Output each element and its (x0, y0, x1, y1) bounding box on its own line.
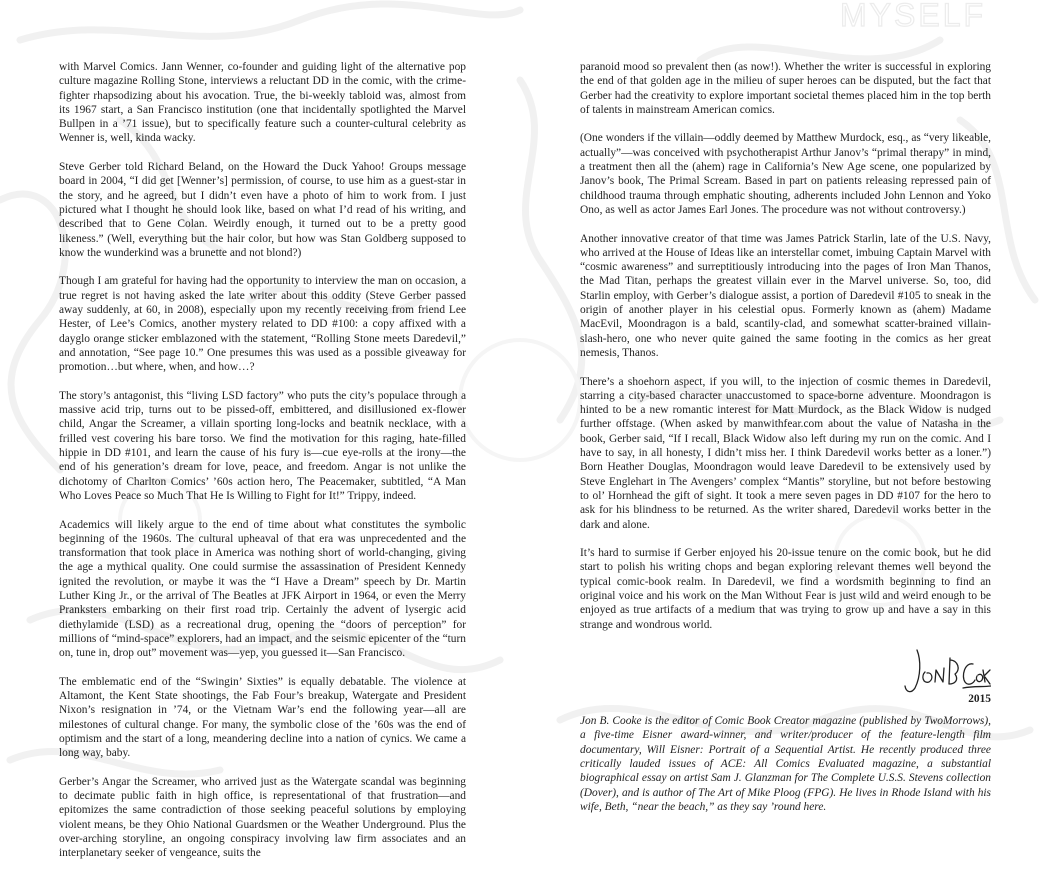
paragraph: Gerber’s Angar the Screamer, who arrived just as the Watergate scandal was beginning to decimate public faith in high office, is representational of that frustration—and epitomizes the same contradiction of those seeking peaceful solutions by employing violent means, be they Ohio National Guardsmen or the Weather Underground. Plus the over-arching storyline, an ongoing conspiracy involving law firm associates and an interplanetary seeker of vengeance, suits the (59, 775, 466, 860)
left-column (59, 60, 466, 875)
paragraph: The emblematic end of the “Swingin’ Sixties” is equally debatable. The violence at Altamont, the Kent State shootings, the Fab Four’s breakup, Watergate and President Nixon’s resignation in ’74, or the Vietnam War’s end the following year—all are milestones of cultural change. For many, the symbolic close of the ’60s was the end of optimism and the start of a long, meandering decline into a nation of cynics. We came a long way, baby. (59, 675, 466, 760)
right-column (580, 60, 991, 814)
paragraph: Academics will likely argue to the end of time about what constitutes the symbolic beginning of the 1960s. The cultural upheaval of that era was unprecedented and the transformation that took place in America was nothing short of world-changing, giving the age a mythical quality. One could surmise the assassination of President Kennedy ignited the revolution, or maybe it was the “I Have a Dream” speech by Dr. Martin Luther King Jr., or the arrival of The Beatles at JFK Airport in 1964, or even the Merry Pranksters embarking on their first road trip. Certainly the advent of lysergic acid diethylamide (LSD) as a recreational drug, opening the “doors of perception” for millions of “mind-space” explorers, had an impact, and the seismic epicenter of the “turn on, tune in, drop out” movement was—yep, you guessed it—San Francisco. (59, 518, 466, 660)
author-bio: Jon B. Cooke is the editor of Comic Book Creator magazine (published by TwoMorrows), a five-time Eisner award-winner, and writer/producer of the feature-length film documentary, Will Eisner: Portrait of a Sequential Artist. He recently produced three critically lauded issues of ACE: All Comics Evaluated magazine, a substantial biographical essay on artist Sam J. Glanzman for The Complete U.S.S. Stevens collection (Dover), and is author of The Art of Mike Ploog (FPG). He lives in Rhode Island with his wife, Beth, “near the beach,” as they say ’round here. (580, 715, 991, 813)
paragraph: Though I am grateful for having had the opportunity to interview the man on occasion, a true regret is not having asked the late writer about this oddity (Steve Gerber passed away suddenly, at 60, in 2008), especially upon my recently receiving from friend Lee Hester, of Lee’s Comics, another mystery related to DD #100: a copy affixed with a dayglo orange sticker emblazoned with the statement, “Rolling Stone meets Daredevil,” and annotation, “See page 10.” One presumes this was used as a possible giveaway for promotion…but where, when, and how…? (59, 275, 466, 374)
watermark-text: MYSELF (840, 0, 987, 33)
paragraph: There’s a shoehorn aspect, if you will, to the injection of cosmic themes in Daredevil, starring a city-based character unaccustomed to space-borne adventure. Moondragon is hinted to be a new romantic interest for Matt Murdock, as the Black Widow is nudged further offstage. (When asked by manwithfear.com about the value of Natasha in the book, Gerber said, “If I recall, Black Widow also left during my run on the comic. And I have to say, in all honesty, I didn’t miss her. I think Daredevil works better as a loner.”) Born Heather Douglas, Moondragon would leave Daredevil to be extensively used by Steve Englehart in The Avengers’ complex “Mantis” storyline, but not before bestowing to ol’ Hornhead the gift of sight. It took a mere seven pages in DD #107 for the hero to ask for his blindness to be returned. As the writer shared, Daredevil works better in the dark and alone. (580, 375, 991, 531)
handwritten-signature (903, 646, 991, 698)
paragraph: Steve Gerber told Richard Beland, on the Howard the Duck Yahoo! Groups message board in 2004, “I did get [Wenner’s] permission, of course, to use him as a guest-star in the story, and he agreed, but I didn’t even have a photo of him to work from. I just pictured what I thought he should look like, based on what I’d read of his writing, and described that to Gene Colan. Weirdly enough, it turned out to be a pretty good likeness.” (Well, everything but the hair color, but how was Stan Goldberg supposed to know the wunderkind was a brunette and not blond?) (59, 161, 466, 259)
paragraph: paranoid mood so prevalent then (as now!). Whether the writer is successful in exploring the end of that golden age in the milieu of super heroes can be disputed, but the fact that Gerber had the creativity to explore important societal themes placed him in the top berth of talents in mainstream American comics. (580, 61, 991, 116)
paragraph: with Marvel Comics. Jann Wenner, co-founder and guiding light of the alternative pop culture magazine Rolling Stone, interviews a reluctant DD in the comic, with the crime-fighter rhapsodizing about his avocation. True, the bi-weekly tabloid was, almost from its 1967 start, a San Francisco institution (one that incidentally spotlighted the Marvel Bullpen in a ’71 issue), but to specifically feature such a counter-cultural celebrity as Wenner is, well, kinda wacky. (59, 61, 466, 145)
paragraph: Another innovative creator of that time was James Patrick Starlin, late of the U.S. Navy, who arrived at the House of Ideas like an interstellar comet, imbuing Captain Marvel with “cosmic awareness” and surreptitiously introducing into the pages of Iron Man Thanos, the Mad Titan, perhaps the greatest villain ever in the Marvel universe. So, too, did Starlin employ, with Gerber’s dialogue assist, a portion of Daredevil #105 to sneak in the origin of another player in his celestial opus. Formerly known as (ahem) Madame MacEvil, Moondragon is a bald, scantily-clad, and somewhat scatter-brained villain-slash-hero, one who never quite gained the same footing in the comics as her great nemesis, Thanos. (580, 232, 991, 359)
signature-year: 2015 (968, 693, 991, 706)
signature-block (580, 646, 991, 708)
paragraph: (One wonders if the villain—oddly deemed by Matthew Murdock, esq., as “very likeable, actually”—was conceived with psychotherapist Arthur Janov’s “primal therapy” in mind, a treatment then all the (ahem) rage in California’s New Age scene, one popularized by Janov’s book, The Primal Scream. Based in part on patients releasing repressed pain of childhood trauma through emphatic shouting, adherents included John Lennon and Yoko Ono, as well as actor James Earl Jones. The procedure was not without controversy.) (580, 132, 991, 216)
paragraph: It’s hard to surmise if Gerber enjoyed his 20-issue tenure on the comic book, but he did start to polish his writing chops and began exploring relevant themes well beyond the typical comic-book realm. In Daredevil, we find a wordsmith beginning to find an original voice and his work on the Man Without Fear is just wild and weird enough to be enjoyed as true artifacts of a medium that was trying to grow up and have a say in this strange and wondrous world. (580, 547, 991, 631)
paragraph: The story’s antagonist, this “living LSD factory” who puts the city’s populace through a massive acid trip, turns out to be pissed-off, embittered, and disillusioned ex-flower child, Angar the Screamer, a villain sporting long-locks and beatnik necklace, with a frilled vest covering his bare torso. We find the motivation for this raging, hate-filled hippie in DD #101, and learn the cause of his fury is—cue eye-rolls at the irony—the end of his generation’s dream for love, peace, and freedom. Angar is not unlike the dichotomy of Charlton Comics’ ’60s action hero, The Peacemaker, subtitled, “A Man Who Loves Peace so Much That He Is Willing to Fight for It!” Trippy, indeed. (59, 389, 466, 502)
